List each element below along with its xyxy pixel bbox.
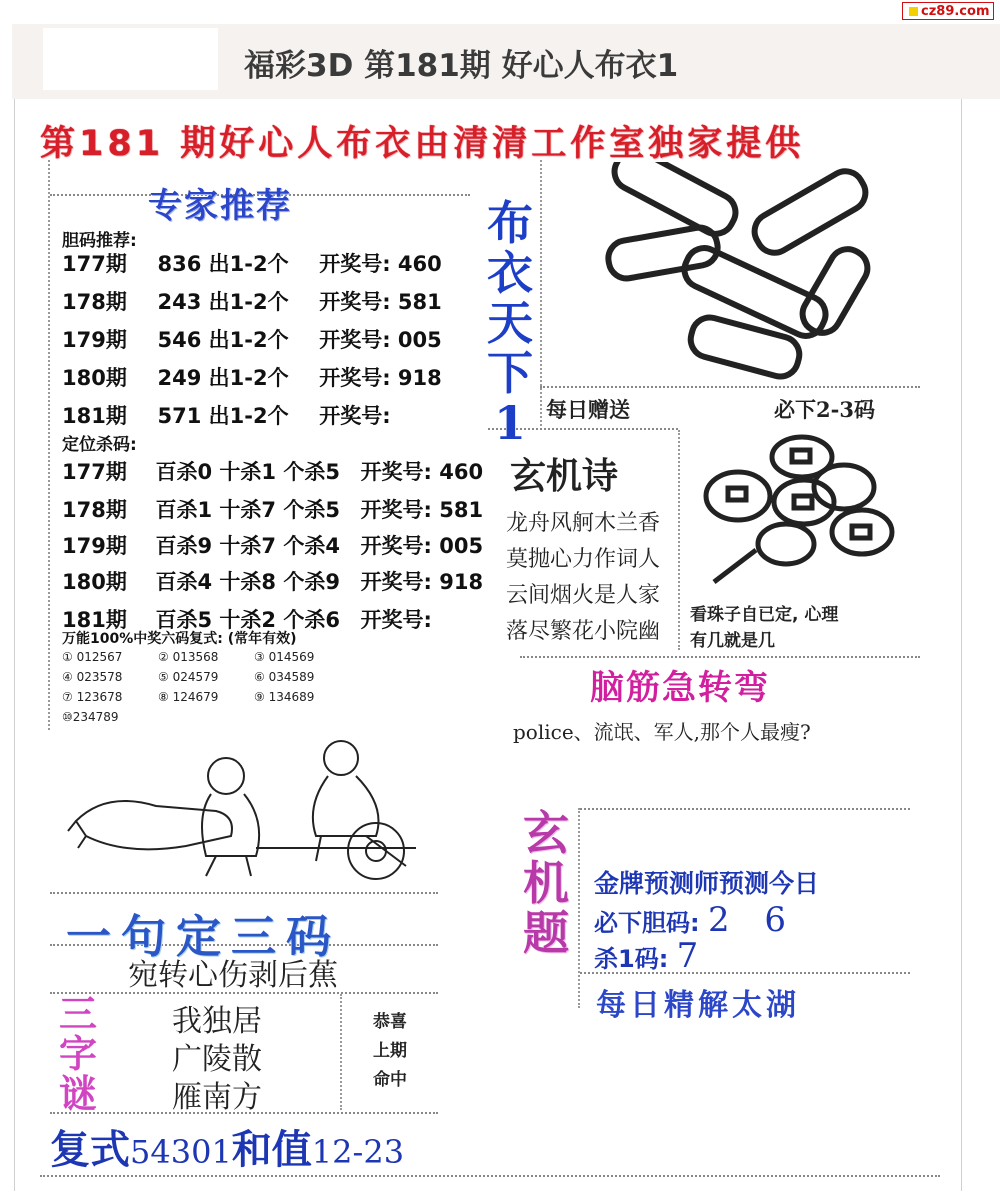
dan-row <box>62 362 442 392</box>
xuanji-char: 机 <box>523 856 569 910</box>
combo-item: ④ 023578 <box>62 670 123 684</box>
cartoon-boys-cart-icon <box>66 736 426 886</box>
dan-code: 249 <box>157 366 202 390</box>
draw-label: 开奖号: <box>360 608 432 632</box>
divider <box>50 892 438 894</box>
chain-links-icon <box>590 162 900 384</box>
kill-one-label: 杀1码: <box>594 945 669 973</box>
sanzi-char: 谜 <box>58 1071 97 1116</box>
period: 180期 <box>62 570 127 594</box>
period: 181期 <box>62 404 127 428</box>
poster-banner: 第181 期好心人布衣由清清工作室独家提供 <box>40 124 805 164</box>
xuanji-char: 题 <box>523 906 569 960</box>
brain-teaser-title: 脑筋急转弯 <box>590 668 770 708</box>
hezhi-label: 和值 <box>231 1126 312 1173</box>
draw-number: 005 <box>397 328 442 352</box>
poem-line: 龙舟风舸木兰香 <box>506 511 661 536</box>
draw-label: 开奖号: <box>319 404 391 428</box>
one-sentence-clue: 宛转心伤剥后蕉 <box>128 958 338 993</box>
taihu-footer: 每日精解太湖 <box>596 988 800 1023</box>
kill-codes: 百杀9 十杀7 个杀4 <box>155 534 340 558</box>
combo-item: ⑥ 034589 <box>254 670 315 684</box>
dan-code: 546 <box>157 328 202 352</box>
coins-beads-icon <box>694 432 904 592</box>
poem-title: 玄机诗 <box>510 456 619 497</box>
xuanji-vertical-title <box>514 808 578 958</box>
draw-label: 开奖号: <box>319 366 391 390</box>
side-char: 1 <box>493 396 526 450</box>
logo-placeholder <box>43 28 218 90</box>
bead-caption <box>690 602 920 654</box>
draw-number: 581 <box>439 498 484 522</box>
congrats-badge <box>362 1008 418 1095</box>
dan-row <box>62 324 442 354</box>
dan-tip: 出1-2个 <box>208 290 289 314</box>
congrats-line: 命中 <box>373 1070 407 1090</box>
dan-label: 胆码推荐: <box>62 231 137 251</box>
watermark-text: cz89.com <box>921 4 990 19</box>
kill-row <box>62 566 483 596</box>
poem-line: 莫抛心力作词人 <box>506 547 661 572</box>
combo-item: ⑦ 123678 <box>62 690 123 704</box>
dan-row <box>62 248 442 278</box>
draw-number: 581 <box>397 290 442 314</box>
poem-line: 落尽繁花小院幽 <box>506 619 661 644</box>
draw-number: 005 <box>439 534 484 558</box>
side-char: 下 <box>487 346 533 400</box>
period: 179期 <box>62 328 127 352</box>
bead-caption-line: 看珠子自已定, 心理 <box>690 605 839 625</box>
combo-item: ② 013568 <box>158 650 219 664</box>
kill-codes: 百杀0 十杀1 个杀5 <box>155 460 340 484</box>
divider <box>40 1175 940 1177</box>
draw-label: 开奖号: <box>319 290 391 314</box>
divider <box>678 430 680 650</box>
wanneng-combos <box>62 650 442 730</box>
period: 177期 <box>62 252 127 276</box>
congrats-line: 上期 <box>373 1041 407 1061</box>
draw-number: 460 <box>439 460 484 484</box>
must-next-label: 必下2-3码 <box>774 397 875 422</box>
bead-caption-line: 有几就是几 <box>690 631 775 651</box>
draw-number: 918 <box>397 366 442 390</box>
riddle-word: 广陵散 <box>172 1042 262 1077</box>
site-watermark <box>902 2 994 20</box>
dan-code: 571 <box>157 404 202 428</box>
sanzi-char: 字 <box>58 1031 97 1076</box>
draw-label: 开奖号: <box>360 534 432 558</box>
kill-row <box>62 456 483 486</box>
xuanji-char: 玄 <box>523 806 569 860</box>
kill-one-value: 7 <box>676 936 711 976</box>
combo-item: ③ 014569 <box>254 650 315 664</box>
draw-label: 开奖号: <box>319 252 391 276</box>
must-dan-value: 2 6 <box>707 900 799 940</box>
riddle-word: 雁南方 <box>172 1080 262 1115</box>
dan-tip: 出1-2个 <box>208 328 289 352</box>
draw-label: 开奖号: <box>360 460 432 484</box>
dan-code: 243 <box>157 290 202 314</box>
brain-teaser-question: police、流氓、军人,那个人最瘦? <box>513 720 811 744</box>
divider <box>340 994 342 1110</box>
kill-codes: 百杀5 十杀2 个杀6 <box>155 608 340 632</box>
dan-tip: 出1-2个 <box>208 252 289 276</box>
congrats-line: 恭喜 <box>373 1012 407 1032</box>
dan-code: 836 <box>157 252 202 276</box>
draw-number: 918 <box>439 570 484 594</box>
dan-row <box>62 286 442 316</box>
side-char: 天 <box>487 296 533 350</box>
divider <box>580 808 910 810</box>
dan-tip: 出1-2个 <box>208 366 289 390</box>
draw-label: 开奖号: <box>360 498 432 522</box>
side-vertical-title <box>478 198 542 448</box>
period: 177期 <box>62 460 127 484</box>
must-dan-label: 必下胆码: <box>594 909 700 937</box>
combo-item: ⑤ 024579 <box>158 670 219 684</box>
fushi-label: 复式 <box>50 1126 130 1173</box>
period: 181期 <box>62 608 127 632</box>
riddle-word: 我独居 <box>172 1004 262 1039</box>
kill-codes: 百杀1 十杀7 个杀5 <box>155 498 340 522</box>
divider <box>540 386 920 388</box>
draw-label: 开奖号: <box>360 570 432 594</box>
hezhi-value: 12-23 <box>311 1133 405 1171</box>
draw-label: 开奖号: <box>319 328 391 352</box>
combo-item: ⑩234789 <box>62 710 119 724</box>
xuanji-line-3 <box>594 936 710 976</box>
kill-codes: 百杀4 十杀8 个杀9 <box>155 570 340 594</box>
sanzi-char: 三 <box>58 991 97 1036</box>
draw-number: 460 <box>397 252 442 276</box>
fushi-hezhi-line <box>50 1118 404 1175</box>
watermark-dot-icon <box>909 7 918 16</box>
divider <box>520 656 920 658</box>
kill-row <box>62 530 483 560</box>
side-char: 布 <box>487 196 533 250</box>
divider <box>48 160 50 730</box>
period: 178期 <box>62 498 127 522</box>
three-char-riddle-title <box>52 991 104 1116</box>
dan-tip: 出1-2个 <box>208 404 289 428</box>
page-title: 福彩3D 第181期 好心人布衣1 <box>244 48 679 84</box>
combo-item: ① 012567 <box>62 650 123 664</box>
divider <box>578 808 580 1008</box>
poem-line: 云间烟火是人家 <box>506 583 661 608</box>
expert-title: 专家推荐 <box>148 186 292 226</box>
side-char: 衣 <box>487 246 533 300</box>
xuanji-line-2 <box>594 900 798 940</box>
xuanji-line-1: 金牌预测师预测今日 <box>594 869 820 898</box>
fushi-value: 54301 <box>130 1133 232 1171</box>
dan-row <box>62 400 391 430</box>
wanneng-title: 万能100%中奖六码复式: (常年有效) <box>62 631 297 647</box>
daily-gift-label: 每日赠送 <box>546 397 630 422</box>
combo-item: ⑨ 134689 <box>254 690 315 704</box>
period: 179期 <box>62 534 127 558</box>
combo-item: ⑧ 124679 <box>158 690 219 704</box>
period: 180期 <box>62 366 127 390</box>
period: 178期 <box>62 290 127 314</box>
one-sentence-title: 一句定三码 <box>66 910 342 963</box>
kill-row <box>62 494 483 524</box>
kill-label: 定位杀码: <box>62 435 137 455</box>
